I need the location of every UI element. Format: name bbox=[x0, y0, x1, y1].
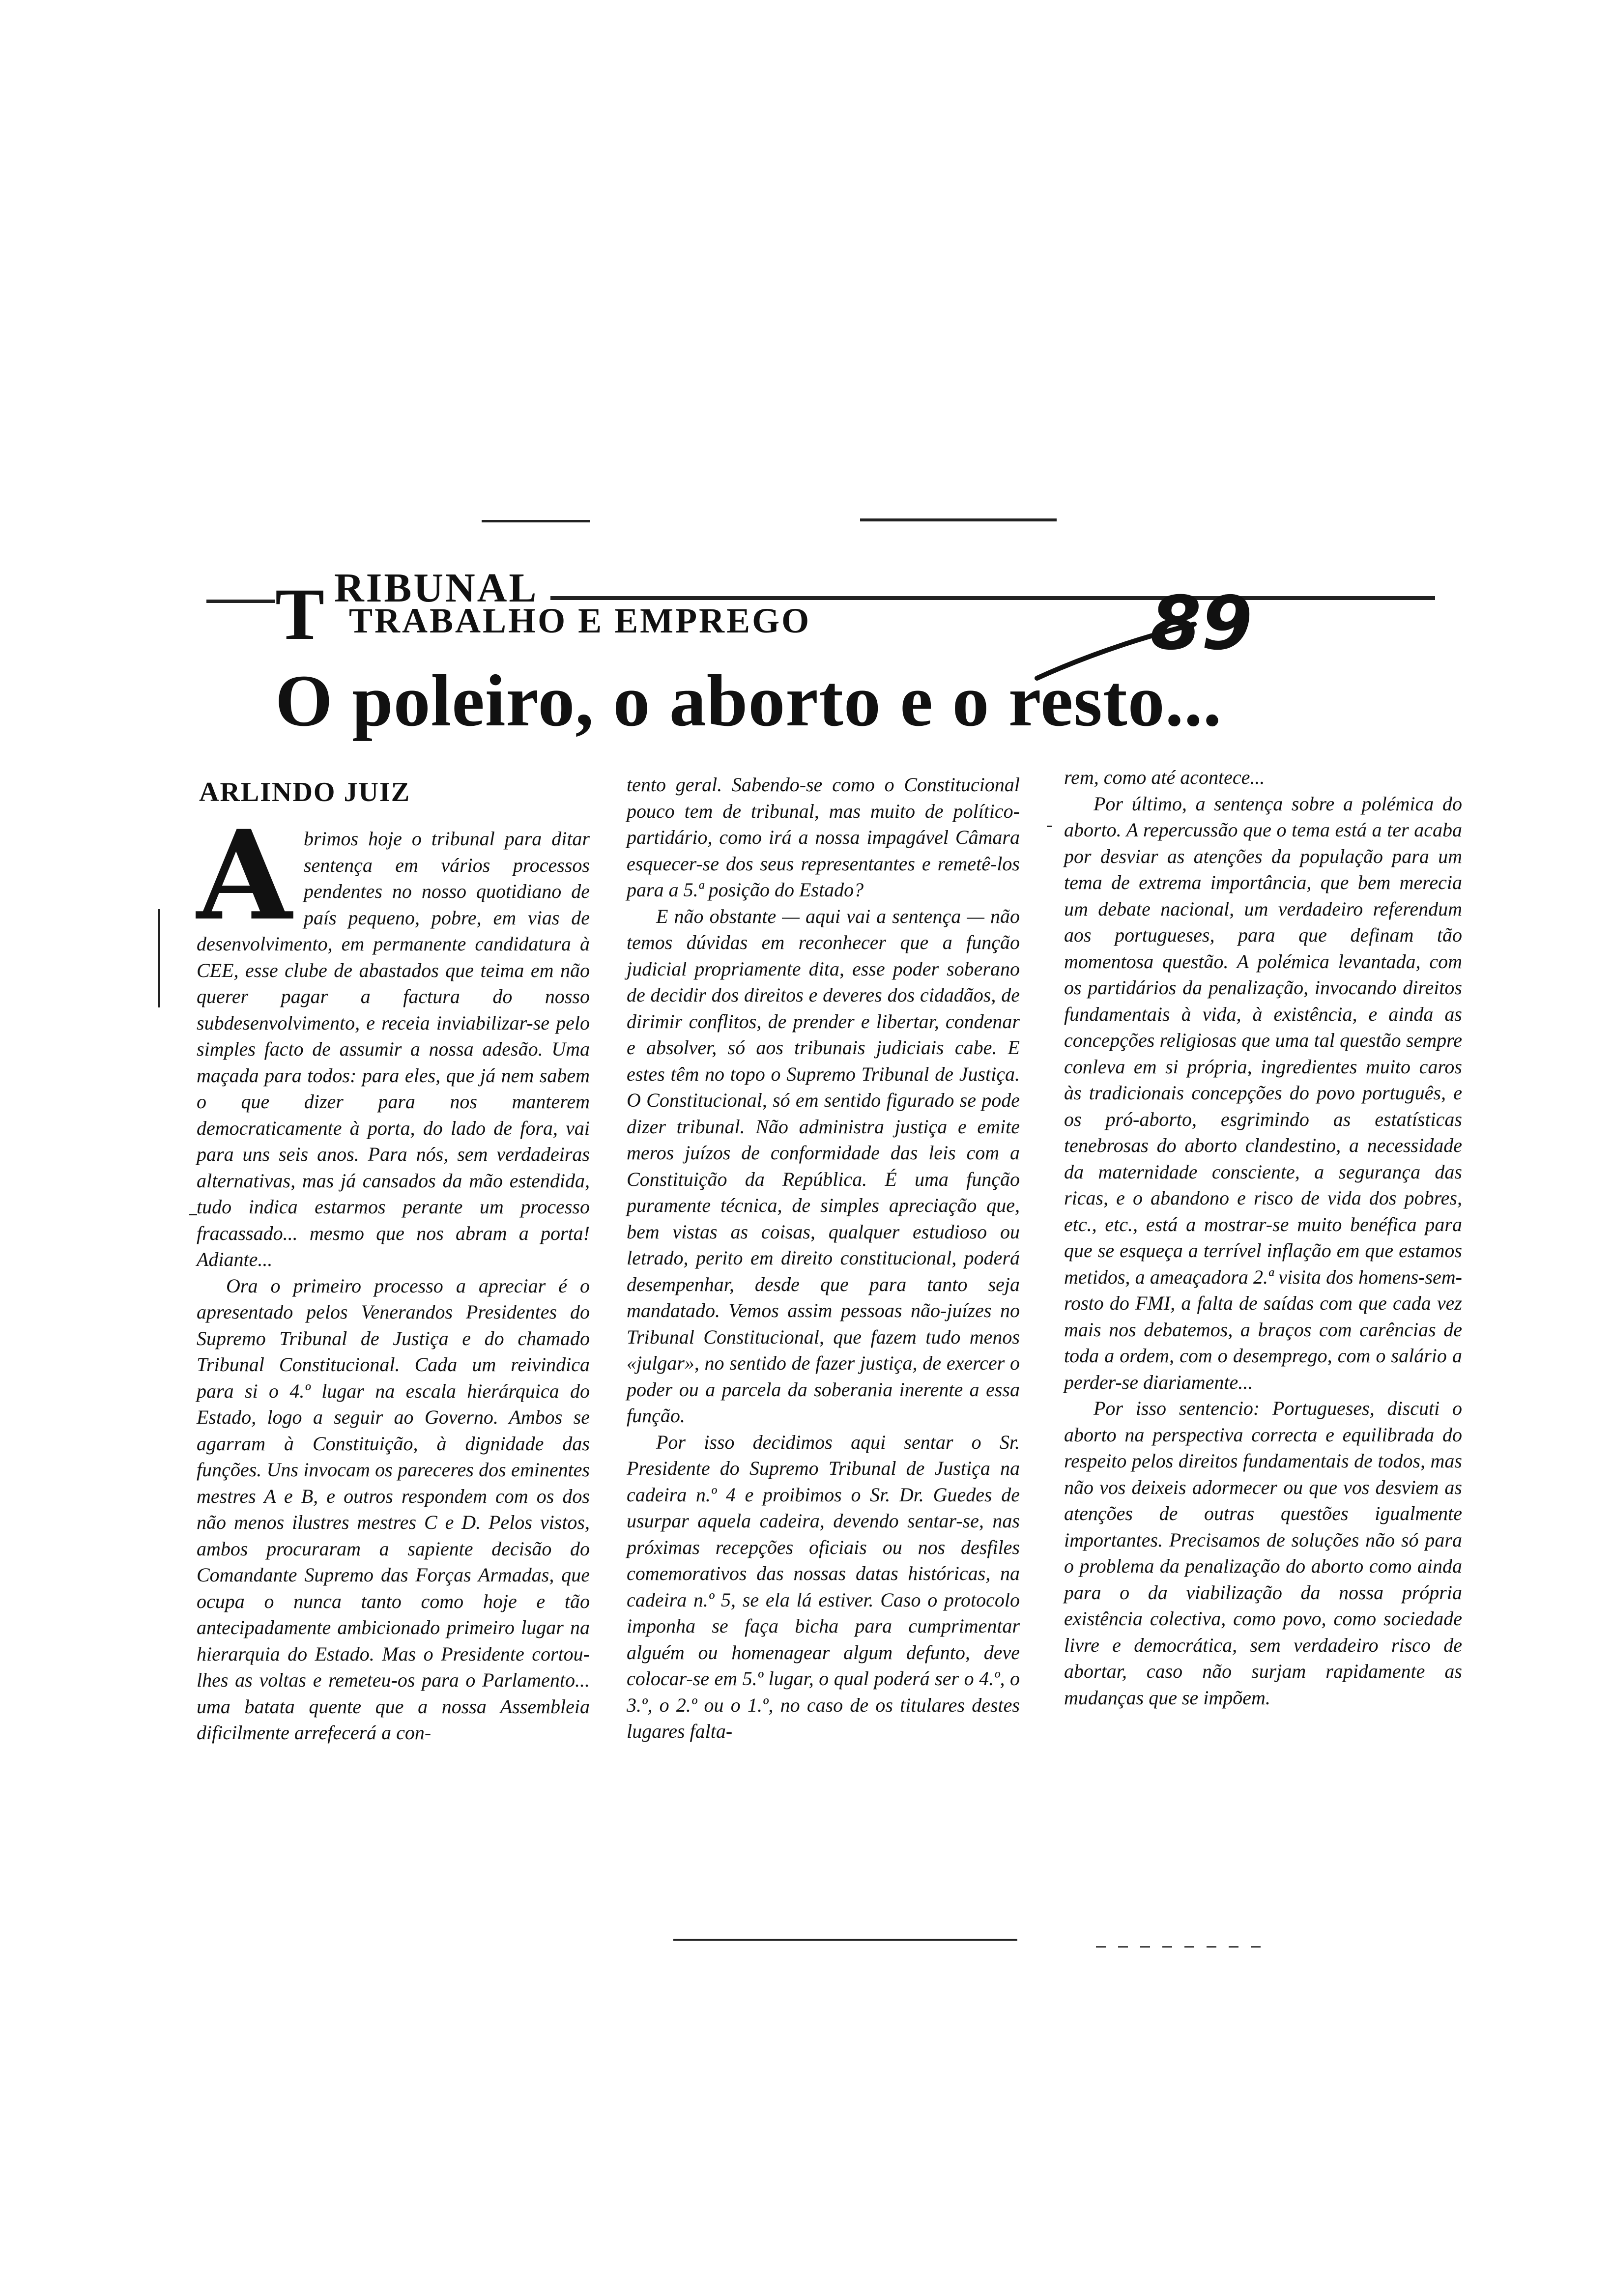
margin-mark bbox=[158, 909, 160, 1007]
headline: O poleiro, o aborto e o resto... bbox=[275, 660, 1222, 742]
kicker-initial: T bbox=[275, 574, 327, 655]
article-column-3 bbox=[1064, 764, 1462, 1711]
top-rule-left bbox=[482, 520, 590, 522]
paragraph: brimos hoje o tribunal para ditar sentença em vários processos pendentes no nosso quotidiano de país pequeno, pobre, em vias de desenvolvimento, em permanente candidatura à CEE, esse clube de abastados que teima em não querer pagar a factura do nosso subdesenvolvimento, e receia inviabilizar-se pelo simples facto de assumir a nossa adesão. Uma maçada para todos: para eles, que já nem sabem o que dizer para nos manterem democraticamente à porta, do lado de fora, vai para uns seis anos. Para nós, sem verdadeiras alternativas, mas já cansados da mão estendida, tudo indica estarmos perante um processo fracassado... mesmo que nos abram a porta! Adiante... bbox=[197, 828, 590, 1270]
paragraph: Por último, a sentença sobre a polémica do aborto. A repercussão que o tema está a ter acaba por desviar as atenções da população para um tema de extrema importância, que bem merecia um debate nacional, um verdadeiro referendum aos portugueses, para que definam tão momentosa questão. A polémica levantada, com os partidários da penalização, invocando direitos fundamentais à vida, à existência, e ainda as concepções religiosas que uma tal questão sempre conleva em si própria, ingredientes muito caros às tradicionais concepções do povo português, e os pró-aborto, esgrimindo as estatísticas tenebrosas do aborto clandestino, a necessidade da maternidade consciente, a segurança das ricas, e o abandono e risco de vida dos pobres, etc., etc., está a mostrar-se muito benéfica para que se esqueça a terrível inflação em que estamos metidos, a ameaçadora 2.ª visita dos homens-sem-rosto do FMI, a falta de saídas com que cada vez mais nos debatemos, a braços com carências de toda a ordem, com o desemprego, com o salário a perder-se diariamente... bbox=[1064, 792, 1462, 1393]
top-rule-right bbox=[860, 518, 1057, 521]
kicker-line-2: TRABALHO E EMPREGO bbox=[349, 601, 811, 640]
kicker-line-1: RIBUNAL bbox=[334, 565, 539, 611]
margin-mark bbox=[1096, 1946, 1263, 1948]
paragraph: E não obstante — aqui vai a sentença — não temos dúvidas em reconhecer que a função judicial propriamente dita, esse poder soberano de decidir dos direitos e deveres dos cidadãos, de dirimir conflitos, de prender e libertar, condenar e absolver, só aos tribunais judiciais cabe. E estes têm no topo o Supremo Tribunal de Justiça. O Constitucional, só em sentido figurado se pode dizer tribunal. Não administra justiça e emite meros juízos de conformidade das leis com a Constituição da República. É uma função puramente técnica, de simples apreciação que, bem vistas as coisas, qualquer estudioso ou letrado, perito em direito constitucional, poderá desempenhar, desde que para tanto seja mandatado. Vemos assim pessoas não-juízes no Tribunal Constitucional, que fazem tudo menos «julgar», no sentido de fazer justiça, de exercer o poder ou a parcela da soberania inerente a essa função. bbox=[627, 905, 1020, 1427]
margin-mark bbox=[189, 1214, 197, 1215]
drop-cap: A bbox=[197, 803, 292, 947]
paragraph: tento geral. Sabendo-se como o Constitucional pouco tem de tribunal, mas muito de político-partidário, como irá a nossa impagável Câmara esquecer-se dos seus representantes e remetê-los para a 5.ª posição do Estado? bbox=[627, 774, 1020, 901]
kicker-rule-left bbox=[206, 600, 275, 603]
byline: ARLINDO JUIZ bbox=[199, 777, 411, 807]
handwritten-note: 89 bbox=[1150, 581, 1253, 666]
paragraph: rem, como até acontece... bbox=[1064, 766, 1265, 788]
paragraph: Ora o primeiro processo a apreciar é o apresentado pelos Venerandos Presidentes do Supremo Tribunal de Justiça e do chamado Tribunal Constitucional. Cada um reivindica para si o 4.º lugar na escala hierárquica do Estado, logo a seguir ao Governo. Ambos se agarram à Constituição, à dignidade das funções. Uns invocam os pareceres dos eminentes mestres A e B, e outros respondem com os dos não menos ilustres mestres C e D. Pelos vistos, ambos procuraram a sapiente decisão do Comandante Supremo das Forças Armadas, que ocupa o nunca tanto como hoje e tão antecipadamente ambicionado primeiro lugar na hierarquia do Estado. Mas o Presidente cortou-lhes as voltas e remeteu-os para o Parlamento... uma batata quente que a nossa Assembleia dificilmente arrefecerá a con- bbox=[197, 1274, 590, 1744]
article-column-1 bbox=[197, 803, 590, 1746]
paragraph: Por isso decidimos aqui sentar o Sr. Presidente do Supremo Tribunal de Justiça na cadeira n.º 4 e proibimos o Sr. Dr. Guedes de usurpar aquela cadeira, devendo sentar-se, nas próximas recepções oficiais ou nos desfiles comemorativos das nossas datas históricas, na cadeira n.º 5, se ela lá estiver. Caso o protocolo imponha se faça bicha para cumprimentar alguém ou homenagear algum defunto, deve colocar-se em 5.º lugar, o qual poderá ser o 4.º, o 3.º, o 2.º ou o 1.º, no caso de os titulares destes lugares falta- bbox=[627, 1431, 1020, 1742]
margin-mark bbox=[1047, 826, 1052, 827]
article-column-2 bbox=[627, 772, 1020, 1745]
bottom-rule bbox=[673, 1939, 1017, 1941]
paragraph: Por isso sentencio: Portugueses, discuti o aborto na perspectiva correcta e equilibrada do respeito pelos direitos fundamentais de todos, mas não vos deixeis adormecer ou que vos desviem as atenções de outras questões igualmente importantes. Precisamos de soluções não só para o problema da penalização do aborto como ainda para o da viabilização da nossa própria existência colectiva, como povo, como sociedade livre e democrática, sem verdadeiro risco de abortar, caso não surjam rapidamente as mudanças que se impõem. bbox=[1064, 1397, 1462, 1709]
